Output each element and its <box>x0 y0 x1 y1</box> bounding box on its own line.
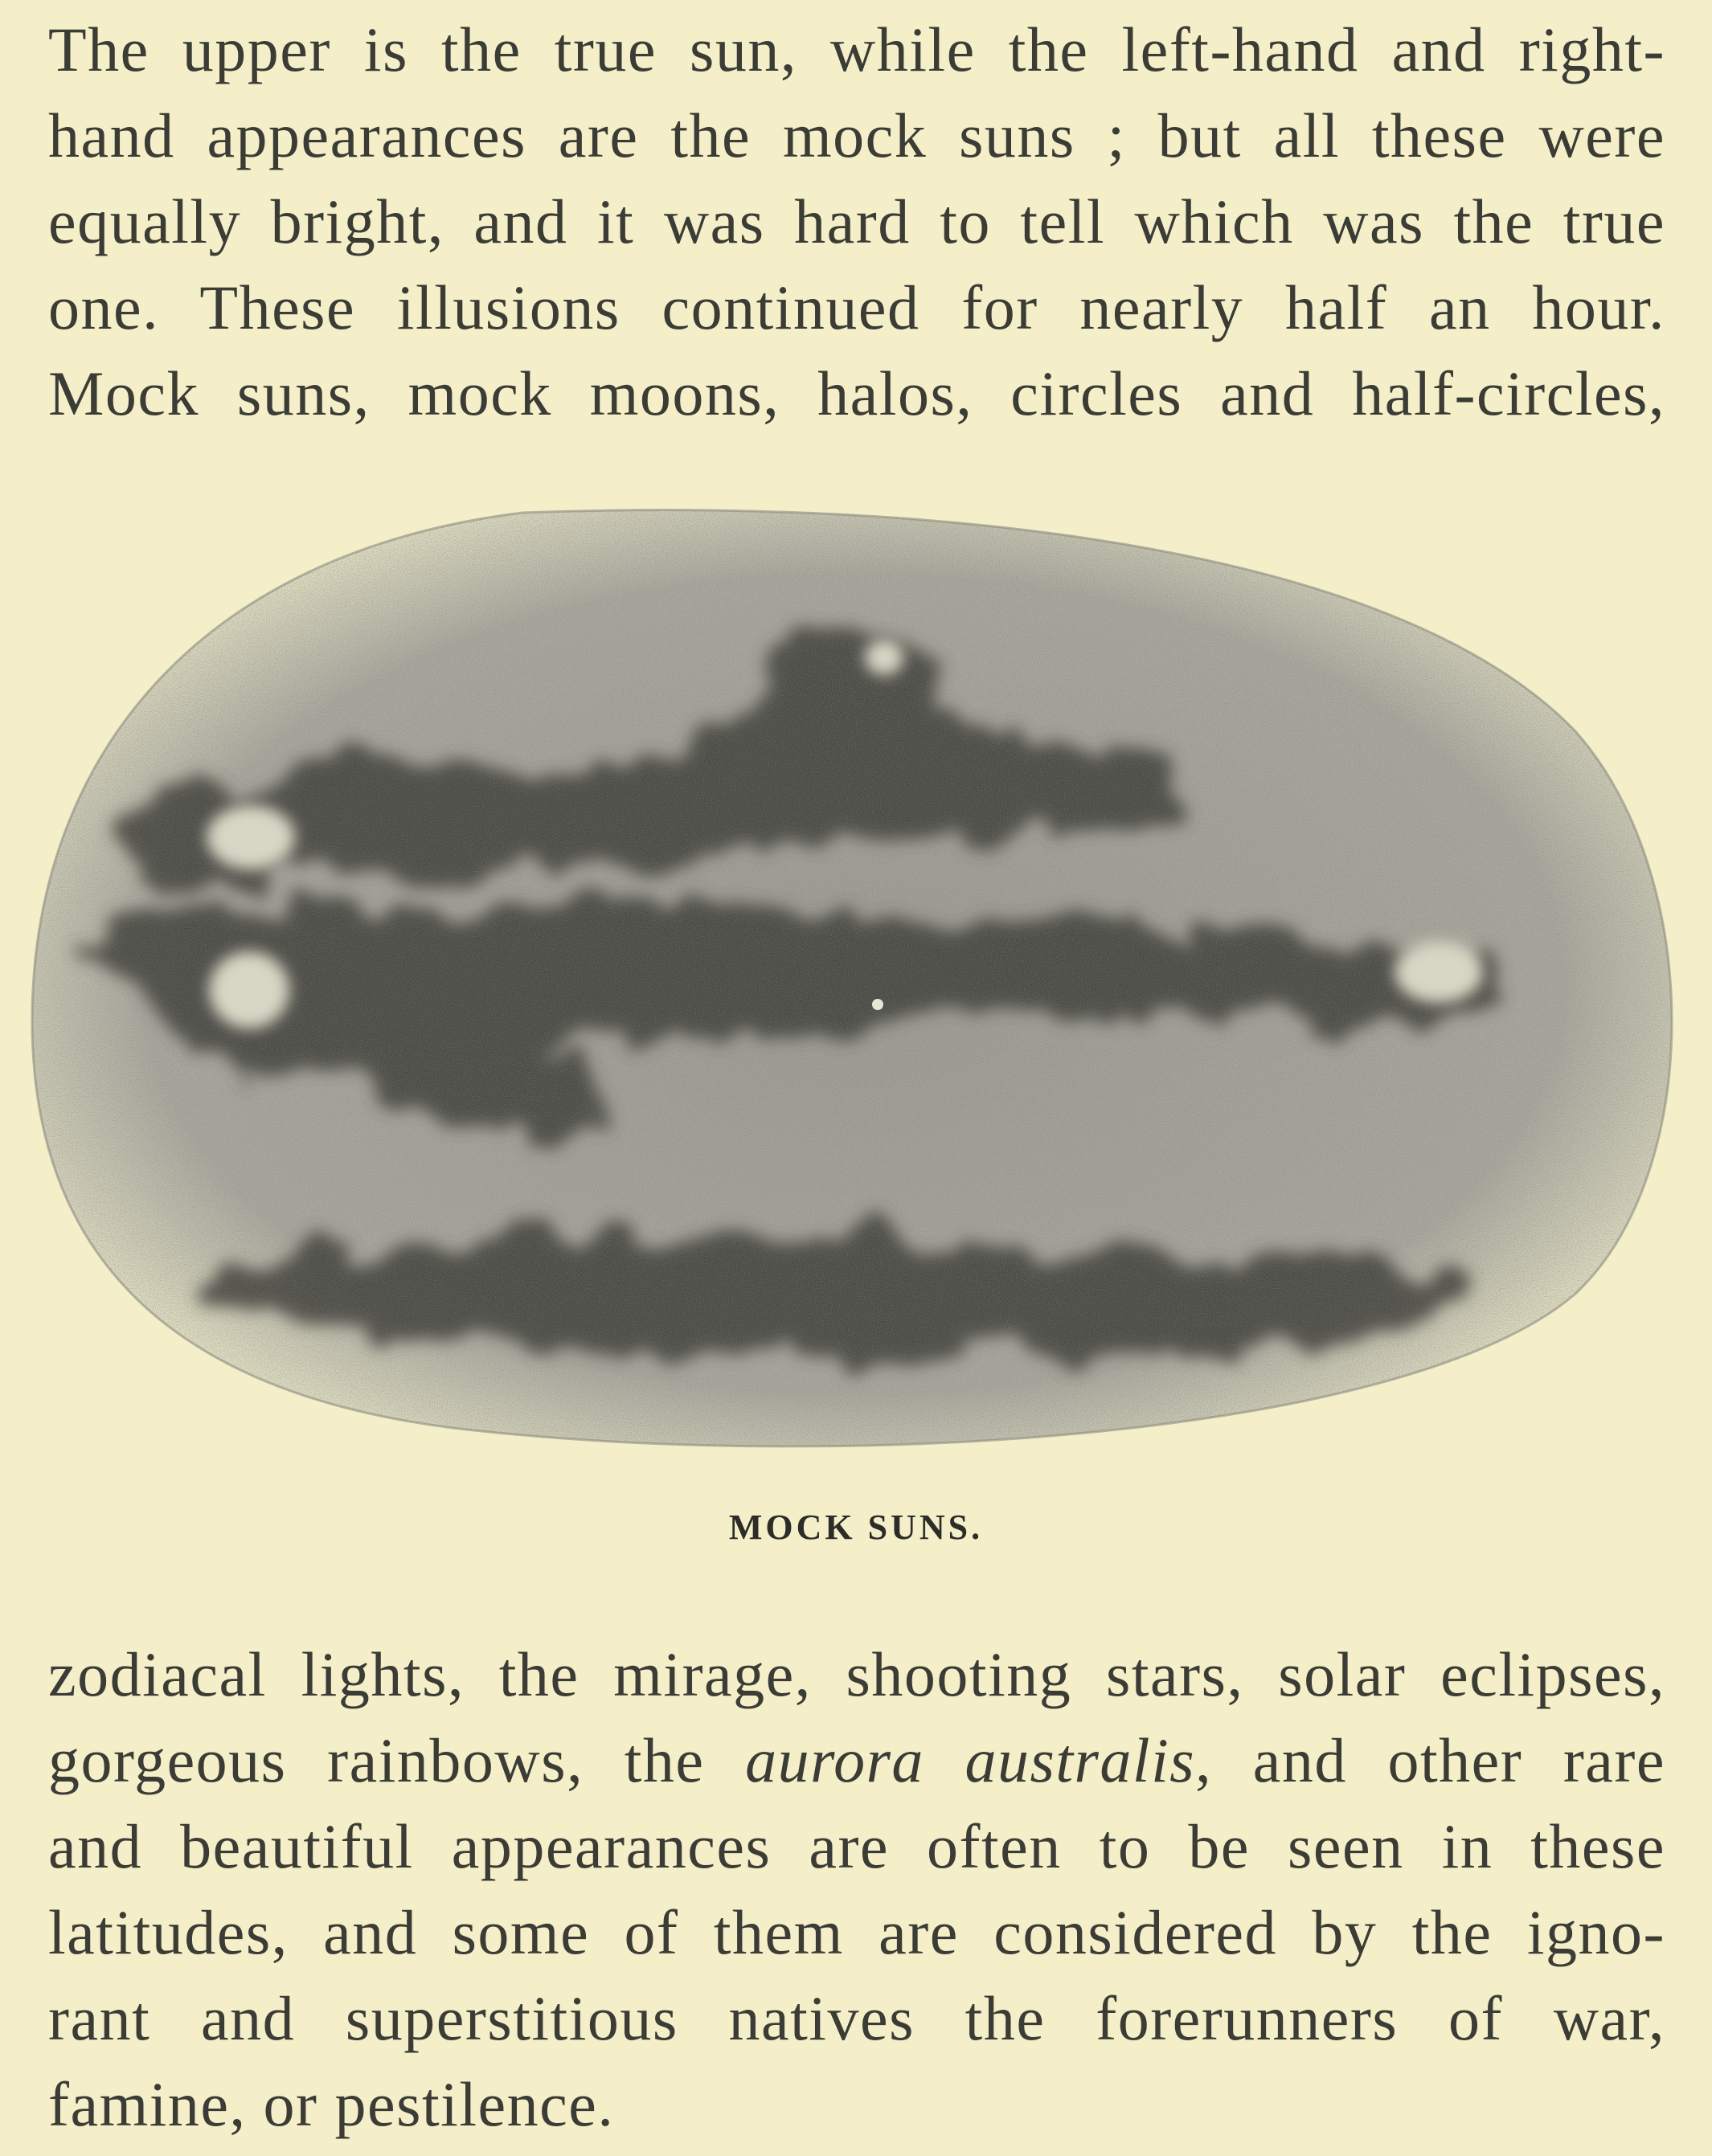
text-line: hand appearances are the mock suns ; but all these were <box>48 100 1665 170</box>
left-mock-sun-upper <box>207 805 295 869</box>
right-mock-sun <box>1395 942 1483 1003</box>
text-line <box>48 1717 1665 1803</box>
true-sun <box>865 640 903 675</box>
bottom-paragraph <box>48 1631 1665 2147</box>
text-line: Mock suns, mock moons, halos, circles and half-circles, <box>48 358 1665 428</box>
small-sun-dot <box>872 999 883 1010</box>
text-line: and beautiful appearances are often to be seen in these <box>48 1811 1665 1881</box>
text-line: zodiacal lights, the mirage, shooting stars, solar eclipses, <box>48 1639 1665 1709</box>
italic-term: aurora australis <box>745 1725 1196 1795</box>
mock-suns-illustration <box>24 506 1683 1463</box>
left-mock-sun-lower <box>209 951 289 1029</box>
text-segment: , and other rare <box>1195 1725 1666 1795</box>
top-paragraph <box>48 6 1665 436</box>
figure-caption: MOCK SUNS. <box>728 1508 984 1547</box>
text-line: latitudes, and some of them are considered by the igno- <box>48 1897 1665 1967</box>
text-line: famine, or pestilence. <box>48 2069 615 2139</box>
text-segment: gorgeous rainbows, the <box>48 1725 746 1795</box>
text-line: The upper is the true sun, while the left-hand and right- <box>48 14 1665 84</box>
text-line: one. These illusions continued for nearly half an hour. <box>48 272 1665 342</box>
text-line: equally bright, and it was hard to tell which was the true <box>48 186 1665 256</box>
text-line: rant and superstitious natives the forerunners of war, <box>48 1983 1665 2053</box>
